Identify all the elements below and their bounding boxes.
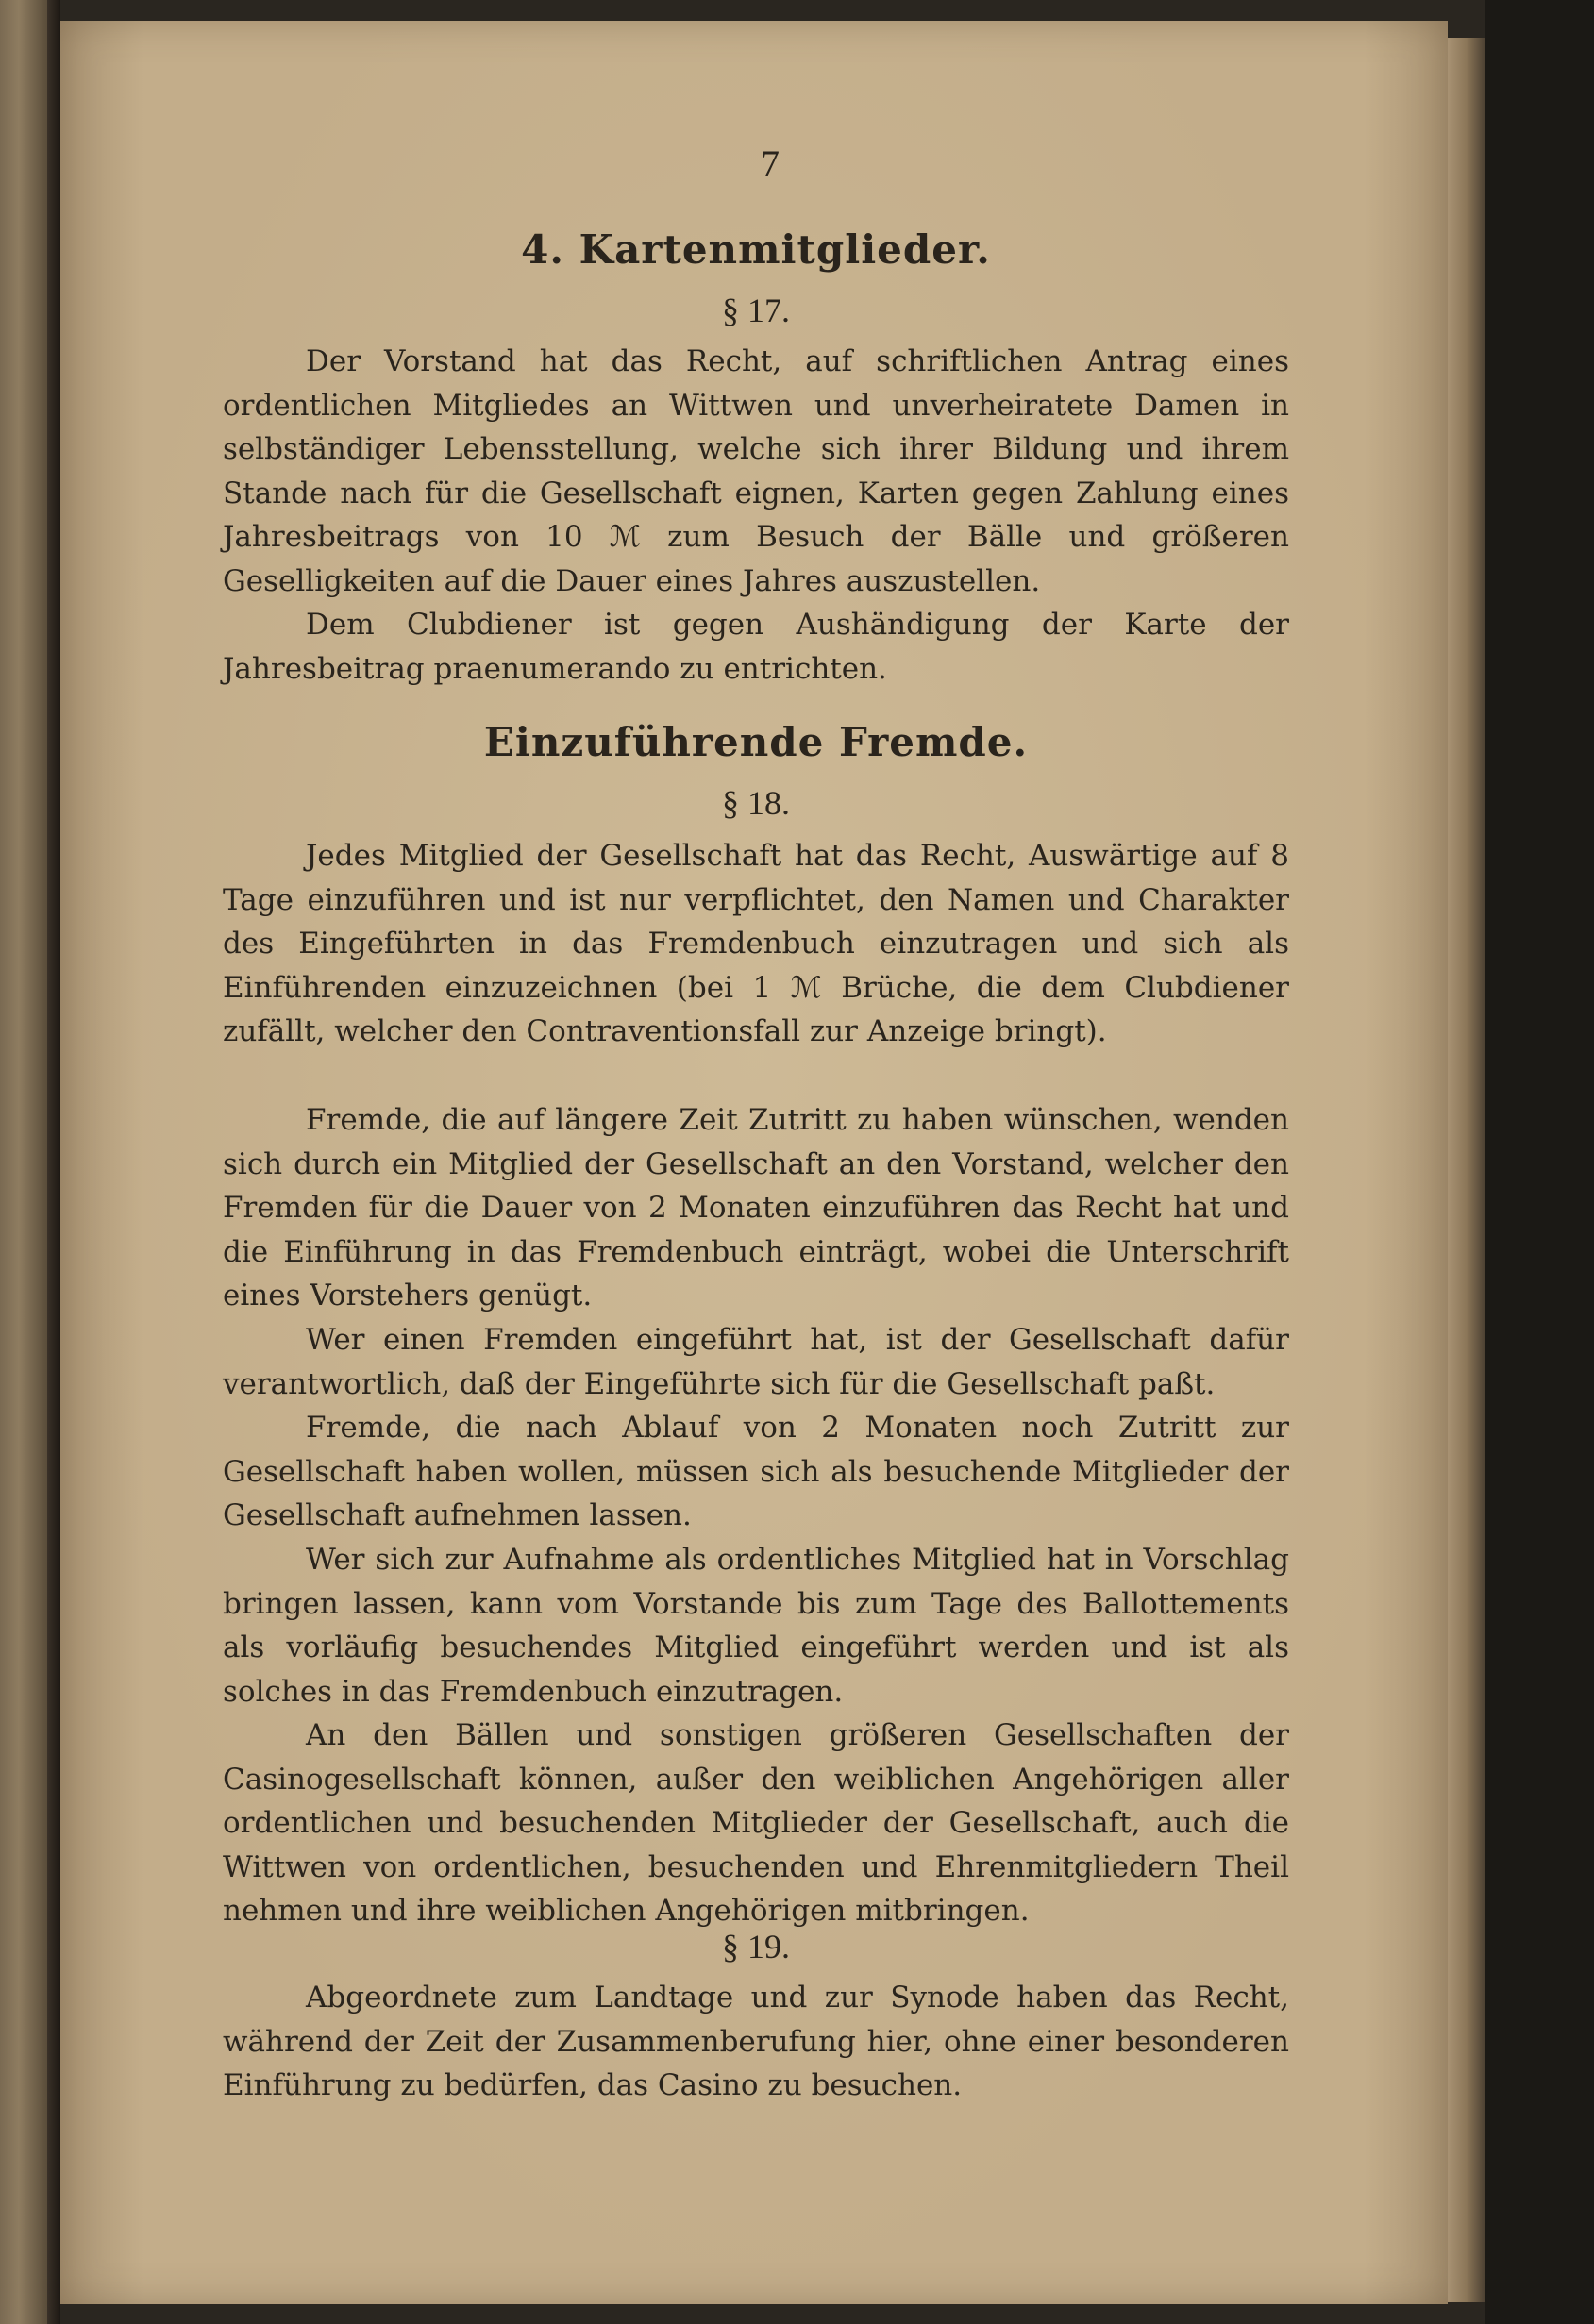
paragraph-18-4: Fremde, die nach Ablauf von 2 Monaten noch Zutritt zur Gesellschaft haben wollen, müssen sich als besuchende Mitglieder der Gesellschaft aufnehmen lassen. [223, 1411, 1289, 1532]
background [1485, 0, 1594, 2324]
paragraph-19-1: Abgeordnete zum Landtage und zur Synode haben das Recht, während der Zeit der Zusammenberufung hier, ohne einer besonderen Einführung zu bedürfen, das Casino zu besuchen. [223, 1981, 1289, 2102]
section-heading-fremde: Einzuführende Fremde. [483, 719, 1029, 765]
paragraph-sign-19: § 19. [722, 1928, 790, 1965]
page-number: 7 [761, 142, 780, 185]
previous-page-edge [0, 0, 47, 2324]
paragraph-sign-18: § 18. [722, 784, 790, 822]
paragraph-17-2: Dem Clubdiener ist gegen Aushändigung der Karte der Jahresbeitrag praenumerando zu entrichten. [223, 608, 1289, 686]
paragraph-18-6: An den Bällen und sonstigen größeren Gesellschaften der Casinogesellschaft können, außer den weiblichen Angehörigen aller ordentlichen und besuchenden Mitglieder der Gesellschaft, auch die Wittwen von ordentlichen, besuchenden und Ehrenmitgliedern Theil nehmen und ihre weiblichen Angehörigen mitbringen. [223, 1718, 1289, 1928]
paragraph-18-2: Fremde, die auf längere Zeit Zutritt zu haben wünschen, wenden sich durch ein Mitglied der Gesellschaft an den Vorstand, welcher den Fremden für die Dauer von 2 Monaten einzuführen das Recht hat und die Einführung in das Fremdenbuch einträgt, wobei die Unterschrift eines Vorstehers genügt. [223, 1103, 1289, 1312]
page-stack-edge [1448, 38, 1485, 2302]
paragraph-18-3: Wer einen Fremden eingeführt hat, ist der Gesellschaft dafür verantwortlich, daß der Eingeführte sich für die Gesellschaft paßt. [223, 1323, 1289, 1401]
paragraph-18-1: Jedes Mitglied der Gesellschaft hat das Recht, Auswärtige auf 8 Tage einzuführen und ist nur verpflichtet, den Namen und Charakter des Eingeführten in das Fremdenbuch einzutragen und sich als Einführenden einzuzeichnen (bei 1 ℳ Brüche, die dem Clubdiener zufällt, welcher den Contraventionsfall zur Anzeige bringt). [223, 839, 1289, 1048]
book-page [60, 21, 1448, 2304]
paragraph-18-5: Wer sich zur Aufnahme als ordentliches Mitglied hat in Vorschlag bringen lassen, kann vom Vorstande bis zum Tage des Ballottements als vorläufig besuchendes Mitglied eingeführt werden und ist als solches in das Fremdenbuch einzutragen. [223, 1543, 1289, 1709]
paragraph-sign-17: § 17. [722, 292, 790, 329]
book-gutter [47, 0, 60, 2324]
section-heading-kartenmitglieder: 4. Kartenmitglieder. [521, 226, 991, 273]
paragraph-17-1: Der Vorstand hat das Recht, auf schriftlichen Antrag eines ordentlichen Mitgliedes an Wittwen und unverheiratete Damen in selbständiger Lebensstellung, welche sich ihrer Bildung und ihrem Stande nach für die Gesellschaft eignen, Karten gegen Zahlung eines Jahresbeitrags von 10 ℳ zum Besuch der Bälle und größeren Geselligkeiten auf die Dauer eines Jahres auszustellen. [223, 344, 1289, 598]
